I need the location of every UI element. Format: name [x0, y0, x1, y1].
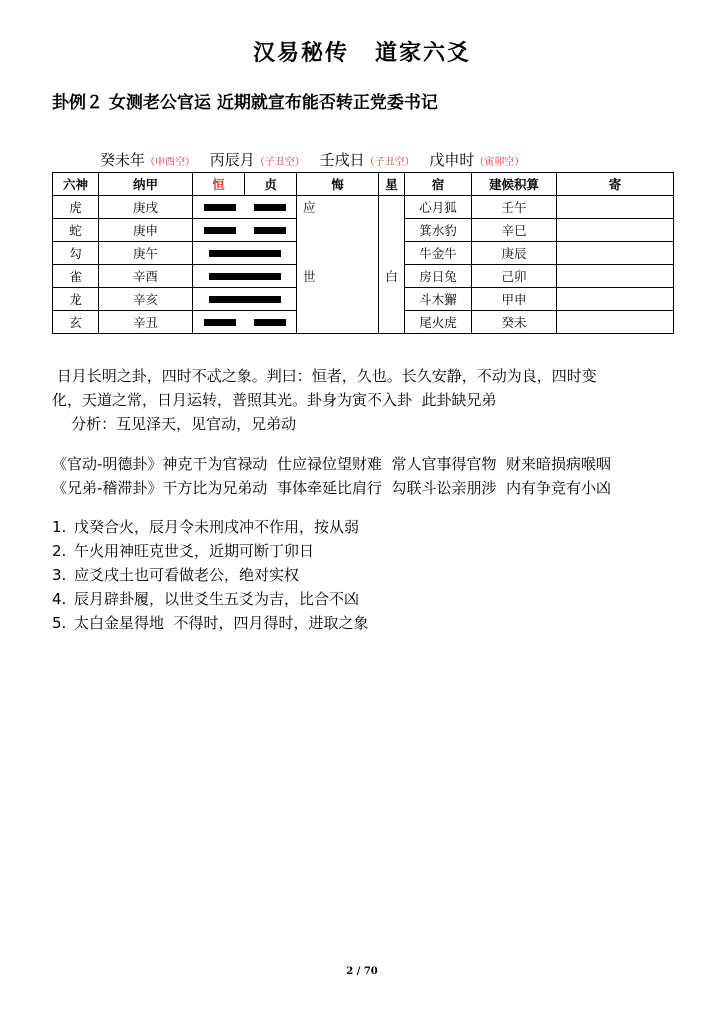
- note-number: 3.: [52, 566, 67, 584]
- yin-line: [193, 319, 296, 326]
- su-cell: 箕水豹: [405, 219, 472, 242]
- col-header-jianhou: 建候积算: [472, 173, 557, 196]
- liushen-cell: 雀: [53, 265, 99, 288]
- yin-line: [193, 227, 296, 234]
- judgment-paragraph: [52, 364, 682, 436]
- yang-line: [193, 250, 296, 257]
- line-segment: [204, 204, 236, 211]
- col-header-su: 宿: [405, 173, 472, 196]
- list-item: [52, 539, 369, 563]
- analysis-line: 分析：互见泽天，见官动，兄弟动: [52, 415, 297, 433]
- hui-cell: 应: [297, 196, 379, 219]
- list-item: [52, 563, 369, 587]
- ji-cell: [557, 242, 674, 265]
- yao-line-cell: [193, 311, 297, 334]
- day-ganzhi: 壬戌日: [319, 151, 365, 169]
- yao-line-cell: [193, 288, 297, 311]
- page-number: 2 / 70: [346, 966, 378, 977]
- najia-cell: 庚午: [99, 242, 193, 265]
- liushen-cell: 玄: [53, 311, 99, 334]
- su-cell: 尾火虎: [405, 311, 472, 334]
- jianhou-cell: 己卯: [472, 265, 557, 288]
- note-text: 太白金星得地 不得时，四月得时，进取之象: [74, 614, 369, 632]
- date-line: [100, 149, 534, 170]
- header-left: 汉易秘传: [252, 41, 349, 66]
- document-header: [0, 36, 724, 67]
- ji-cell: [557, 196, 674, 219]
- su-cell: 斗木獬: [405, 288, 472, 311]
- xing-cell: [379, 288, 405, 311]
- jianhou-cell: 癸未: [472, 311, 557, 334]
- table-row: [53, 265, 674, 288]
- jianhou-cell: 甲申: [472, 288, 557, 311]
- line-segment: [204, 227, 236, 234]
- hui-cell: [297, 311, 379, 334]
- notes-list: [52, 515, 369, 635]
- xing-cell: [379, 242, 405, 265]
- note-number: 2.: [52, 542, 67, 560]
- xiongdi-line: 《兄弟-稽滞卦》干方比为兄弟动 事体牵延比肩行 勾联斗讼亲朋涉 内有争竞有小凶: [52, 479, 612, 497]
- table-row: [53, 242, 674, 265]
- najia-cell: 辛亥: [99, 288, 193, 311]
- line-segment: [204, 319, 236, 326]
- line-segment: [254, 204, 286, 211]
- case-title: 卦例２ 女测老公官运 近期就宣布能否转正党委书记: [52, 93, 438, 113]
- hour-ganzhi: 戊申时: [429, 151, 475, 169]
- liushen-cell: 虎: [53, 196, 99, 219]
- xing-cell: [379, 196, 405, 219]
- xing-cell: 白: [379, 265, 405, 288]
- ji-cell: [557, 288, 674, 311]
- note-text: 应爻戌土也可看做老公，绝对实权: [74, 566, 300, 584]
- hour-kong: （寅卯空）: [474, 157, 525, 168]
- line-segment: [209, 273, 281, 280]
- liushen-cell: 龙: [53, 288, 99, 311]
- col-header-heng: 恒: [193, 173, 245, 196]
- najia-cell: 辛酉: [99, 265, 193, 288]
- month-ganzhi: 丙辰月: [209, 151, 255, 169]
- guandong-line: 《官动-明德卦》神克干为官禄动 仕应禄位望财难 常人官事得官物 财来暗损病喉咽: [52, 455, 612, 473]
- note-text: 戊癸合火，辰月令未刑戌冲不作用，按从弱: [74, 518, 360, 536]
- table-row: [53, 311, 674, 334]
- yao-line-cell: [193, 196, 297, 219]
- yang-line: [193, 273, 296, 280]
- yin-line: [193, 204, 296, 211]
- ji-cell: [557, 219, 674, 242]
- table-row: [53, 196, 674, 219]
- col-header-liushen: 六神: [53, 173, 99, 196]
- jianhou-cell: 辛巳: [472, 219, 557, 242]
- jianhou-cell: 庚辰: [472, 242, 557, 265]
- hui-cell: 世: [297, 265, 379, 288]
- month-kong: （子丑空）: [254, 157, 305, 168]
- col-header-hui: 悔: [297, 173, 379, 196]
- ji-cell: [557, 311, 674, 334]
- list-item: [52, 515, 369, 539]
- xing-cell: [379, 311, 405, 334]
- ji-cell: [557, 265, 674, 288]
- judgment-line-1: 日月长明之卦，四时不忒之象。判曰：恒者，久也。长久安静，不动为良，四时变: [52, 367, 597, 385]
- hui-cell: [297, 219, 379, 242]
- yao-line-cell: [193, 242, 297, 265]
- su-cell: 牛金牛: [405, 242, 472, 265]
- col-header-xing: 星: [379, 173, 405, 196]
- note-number: 5.: [52, 614, 67, 632]
- col-header-ji: 寄: [557, 173, 674, 196]
- note-number: 1.: [52, 518, 67, 536]
- dynamic-gua-paragraph: [52, 452, 682, 500]
- note-text: 辰月辟卦履，以世爻生五爻为吉，比合不凶: [74, 590, 360, 608]
- jianhou-cell: 壬午: [472, 196, 557, 219]
- line-segment: [209, 296, 281, 303]
- judgment-line-2: 化，天道之常，日月运转，普照其光。卦身为寅不入卦 此卦缺兄弟: [52, 391, 497, 409]
- yao-line-cell: [193, 219, 297, 242]
- col-header-zhen: 贞: [245, 173, 297, 196]
- yang-line: [193, 296, 296, 303]
- year-ganzhi: 癸未年: [100, 151, 146, 169]
- su-cell: 心月狐: [405, 196, 472, 219]
- year-kong: （申酉空）: [145, 157, 196, 168]
- header-right: 道家六爻: [375, 41, 472, 66]
- table-header-row: [53, 173, 674, 196]
- najia-cell: 辛丑: [99, 311, 193, 334]
- najia-cell: 庚申: [99, 219, 193, 242]
- list-item: [52, 587, 369, 611]
- hui-cell: [297, 288, 379, 311]
- table-row: [53, 288, 674, 311]
- line-segment: [209, 250, 281, 257]
- line-segment: [254, 227, 286, 234]
- hexagram-table: [52, 172, 674, 334]
- line-segment: [254, 319, 286, 326]
- liushen-cell: 蛇: [53, 219, 99, 242]
- table-row: [53, 219, 674, 242]
- list-item: [52, 611, 369, 635]
- liushen-cell: 勾: [53, 242, 99, 265]
- najia-cell: 庚戌: [99, 196, 193, 219]
- su-cell: 房日兔: [405, 265, 472, 288]
- note-text: 午火用神旺克世爻，近期可断丁卯日: [74, 542, 315, 560]
- note-number: 4.: [52, 590, 67, 608]
- day-kong: （子丑空）: [364, 157, 415, 168]
- xing-cell: [379, 219, 405, 242]
- yao-line-cell: [193, 265, 297, 288]
- hui-cell: [297, 242, 379, 265]
- col-header-najia: 纳甲: [99, 173, 193, 196]
